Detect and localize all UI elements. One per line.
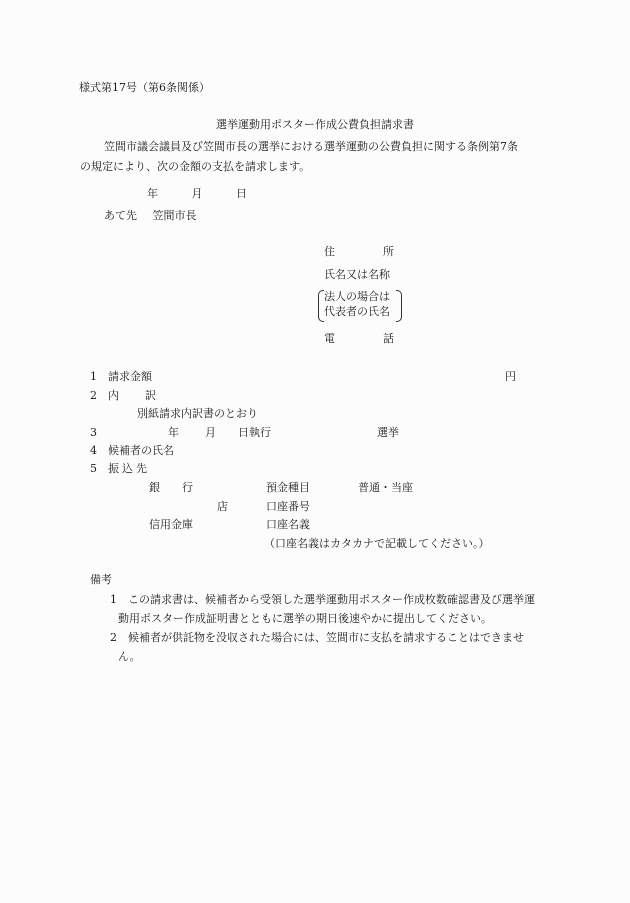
date-field[interactable] [147, 187, 247, 201]
signer-corporate-note [318, 289, 402, 319]
signer-phone-label[interactable] [324, 332, 394, 346]
left-bracket [318, 290, 324, 322]
date-year-label: 年 [147, 187, 158, 200]
breakdown-char-2: 訳 [145, 389, 156, 402]
branch-label[interactable]: 店 [217, 500, 228, 513]
deposit-type-options[interactable]: 普通・当座 [358, 481, 413, 494]
item-2-number: 2 [90, 389, 97, 402]
bank-char-1: 銀 [149, 481, 160, 494]
transfer-destination-label [108, 462, 150, 476]
claim-amount-yen-unit[interactable]: 円 [505, 370, 516, 383]
right-bracket [396, 290, 402, 322]
remark-1-line-2: 動用ポスター作成証明書とともに選挙の期日後速やかに提出してください。 [118, 612, 492, 625]
signer-name-label[interactable]: 氏名又は名称 [324, 268, 390, 281]
remark-2-line-2: ん。 [118, 650, 141, 663]
bank-label[interactable] [149, 481, 193, 495]
remark-item-1 [108, 590, 558, 628]
signer-address-char-2: 所 [383, 245, 394, 258]
remark-1-number: 1 [110, 593, 117, 606]
transfer-char-3: 先 [136, 462, 147, 475]
intro-line-2: の規定により、次の金額の支払を請求します。 [80, 160, 311, 173]
document-title: 選挙運動用ポスター作成公費負担請求書 [216, 118, 414, 131]
signer-phone-char-2: 話 [383, 332, 394, 345]
remark-2-number: 2 [110, 631, 117, 644]
item-3-number: 3 [90, 426, 97, 439]
election-month-label[interactable]: 月 [205, 426, 216, 439]
remark-item-2 [108, 628, 558, 666]
breakdown-label [108, 389, 156, 403]
transfer-char-1: 振 [108, 462, 119, 475]
candidate-name-label[interactable]: 候補者の氏名 [108, 444, 174, 457]
breakdown-detail: 別紙請求内訳書のとおり [137, 407, 258, 420]
signer-address-label[interactable] [324, 245, 394, 259]
addressee-label: あて先 [104, 209, 137, 222]
election-year-label[interactable]: 年 [168, 426, 179, 439]
addressee [104, 209, 197, 223]
deposit-type-label: 預金種目 [266, 481, 310, 494]
remark-2-line-1: 候補者が供託物を没収された場合には、笠間市に支払を請求することはできませ [128, 631, 524, 644]
transfer-char-2: 込 [122, 462, 133, 475]
kana-instruction: （口座名義はカタカナで記載してください。） [264, 537, 490, 550]
item-5-number: 5 [90, 462, 97, 475]
intro-line-1: 笠間市議会議員及び笠間市長の選挙における選挙運動の公費負担に関する条例第7条 [104, 140, 518, 153]
item-4-number: 4 [90, 444, 97, 457]
bank-char-2: 行 [182, 481, 193, 494]
election-day-label[interactable]: 日執行 [238, 426, 271, 439]
signer-phone-char-1: 電 [324, 332, 335, 345]
claim-amount-label: 請求金額 [108, 370, 152, 383]
addressee-name: 笠間市長 [152, 209, 197, 222]
account-name-label[interactable]: 口座名義 [266, 518, 310, 531]
signer-address-char-1: 住 [324, 245, 335, 258]
date-month-label: 月 [191, 187, 203, 200]
breakdown-char-1: 内 [108, 389, 119, 402]
remark-1-line-1: この請求書は、候補者から受領した選挙運動用ポスター作成枚数確認書及び選挙運 [128, 593, 535, 606]
remarks-heading: 備考 [90, 573, 112, 586]
corporate-note-line-2: 代表者の氏名 [324, 305, 390, 318]
form-number: 様式第17号（第6条関係） [79, 81, 210, 94]
item-1-number: 1 [90, 370, 97, 383]
credit-union-label[interactable]: 信用金庫 [149, 518, 193, 531]
election-name-label[interactable]: 選挙 [377, 426, 399, 439]
account-number-label[interactable]: 口座番号 [266, 500, 310, 513]
intro-paragraph [80, 137, 556, 177]
date-day-label: 日 [236, 187, 247, 200]
corporate-note-line-1: 法人の場合は [324, 290, 390, 303]
